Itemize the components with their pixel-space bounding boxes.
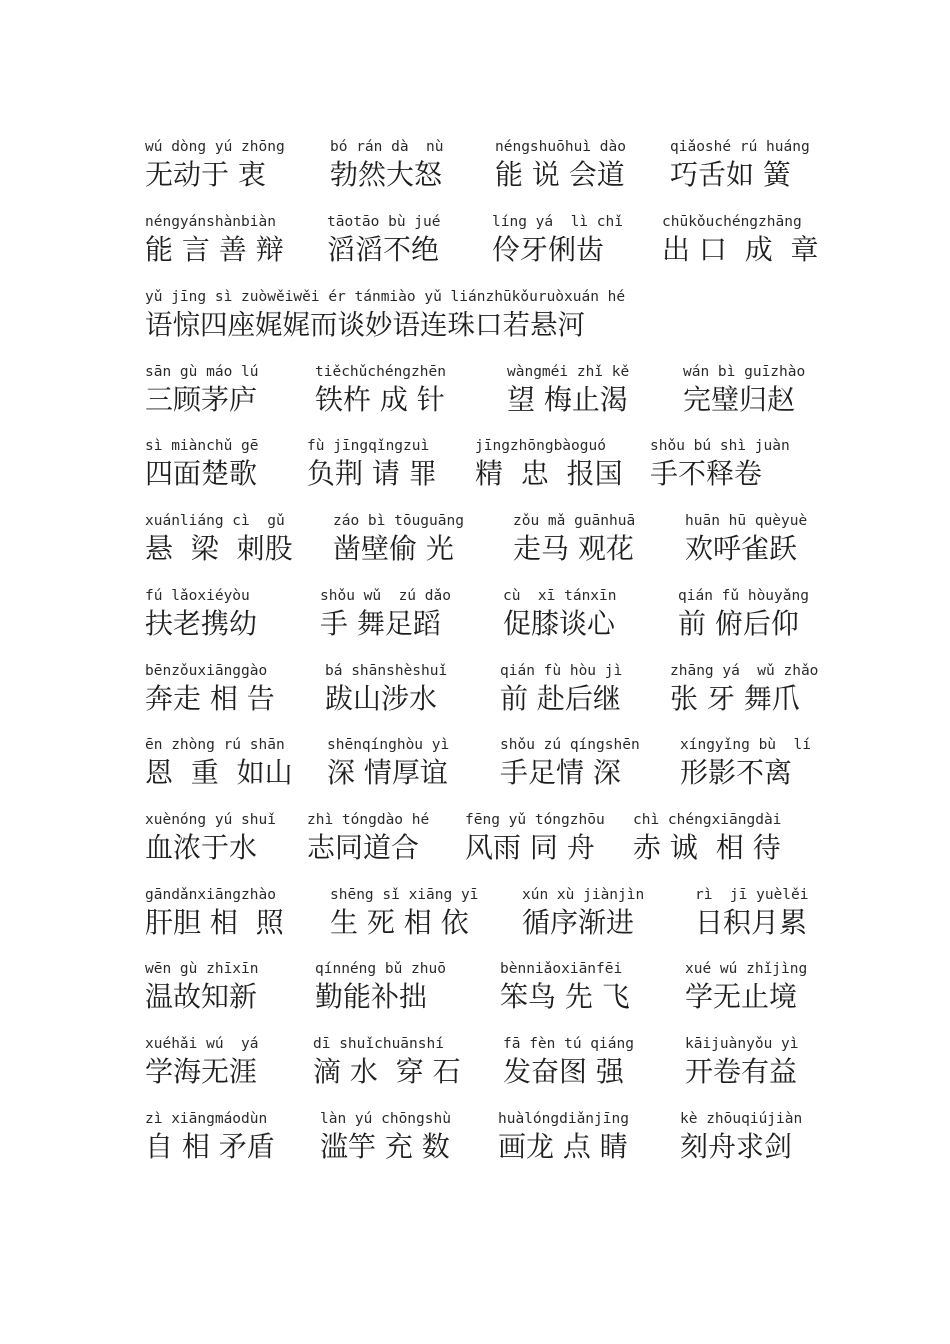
- idiom-text: 促膝谈心: [503, 607, 616, 640]
- idiom-text: 望 梅止渴: [507, 383, 628, 416]
- idiom-entry: [465, 811, 605, 865]
- idiom-entry: [503, 1035, 634, 1089]
- pinyin-text: wēn gù zhīxīn: [145, 961, 259, 977]
- pinyin-text: huān hū quèyuè: [685, 513, 808, 529]
- pinyin-text: làn yú chōngshù: [320, 1111, 451, 1127]
- pinyin-text: xuánliáng cì gǔ: [145, 513, 285, 529]
- idiom-entry: [500, 662, 622, 716]
- pinyin-text: fēng yǔ tóngzhōu: [465, 812, 605, 828]
- idiom-text: 走马 观花: [513, 532, 634, 565]
- idiom-entry: [145, 886, 284, 940]
- idiom-row: [0, 363, 950, 423]
- idiom-text: 巧舌如 簧: [670, 158, 791, 191]
- idiom-entry: [500, 960, 630, 1014]
- idiom-entry: [325, 662, 447, 716]
- pinyin-text: fù jīngqǐngzuì: [307, 438, 430, 454]
- pinyin-text: shǒu wǔ zú dǎo: [320, 588, 451, 604]
- pinyin-text: fā fèn tú qiáng: [503, 1036, 634, 1052]
- pinyin-text: wú dòng yú zhōng: [145, 139, 285, 155]
- idiom-text: 无动于 衷: [145, 158, 266, 191]
- idiom-text: 滥竽 充 数: [320, 1130, 450, 1163]
- idiom-text: 悬 梁 刺股: [145, 532, 293, 565]
- idiom-entry: [503, 587, 617, 641]
- idiom-entry: [145, 288, 625, 342]
- idiom-entry: [145, 437, 259, 491]
- idiom-entry: [495, 138, 626, 192]
- pinyin-text: qián fù hòu jì: [500, 663, 623, 679]
- pinyin-text: huàlóngdiǎnjīng: [498, 1111, 629, 1127]
- pinyin-text: sān gù máo lú: [145, 364, 259, 380]
- idiom-text: 跋山涉水: [325, 682, 438, 715]
- idiom-text: 形影不离: [680, 756, 793, 789]
- pinyin-text: bēnzǒuxiānggào: [145, 663, 268, 679]
- idiom-row: [0, 587, 950, 647]
- pinyin-text: néngyánshànbiàn: [145, 214, 276, 230]
- idiom-entry: [315, 363, 446, 417]
- idiom-text: 铁杵 成 针: [315, 383, 445, 416]
- pinyin-text: xué wú zhǐjìng: [685, 961, 808, 977]
- idiom-entry: [145, 512, 293, 566]
- idiom-text: 赤 诚 相 待: [633, 831, 781, 864]
- idiom-text: 血浓于水: [145, 831, 258, 864]
- idiom-text: 完璧归赵: [683, 383, 796, 416]
- idiom-entry: [145, 138, 285, 192]
- pinyin-text: fú lǎoxiéyòu: [145, 588, 250, 604]
- idiom-entry: [498, 1110, 629, 1164]
- idiom-text: 深 情厚谊: [327, 756, 448, 789]
- pinyin-text: cù xī tánxīn: [503, 588, 617, 604]
- pinyin-text: wàngméi zhǐ kě: [507, 364, 630, 380]
- idiom-entry: [522, 886, 644, 940]
- idiom-text: 循序渐进: [522, 906, 635, 939]
- idiom-entry: [145, 736, 293, 790]
- idiom-text: 出 口 成 章: [662, 233, 819, 266]
- idiom-text: 手 舞足蹈: [320, 607, 441, 640]
- pinyin-text: záo bì tōuguāng: [333, 513, 464, 529]
- idiom-entry: [145, 213, 284, 267]
- pinyin-text: ēn zhòng rú shān: [145, 737, 285, 753]
- pinyin-text: xuènóng yú shuǐ: [145, 812, 276, 828]
- pinyin-text: qínnéng bǔ zhuō: [315, 961, 446, 977]
- pinyin-text: kè zhōuqiújiàn: [680, 1111, 803, 1127]
- idiom-entry: [695, 886, 809, 940]
- pinyin-text: zhì tóngdào hé: [307, 812, 430, 828]
- pinyin-text: bó rán dà nù: [330, 139, 444, 155]
- idiom-entry: [307, 437, 437, 491]
- idiom-text: 张 牙 舞爪: [670, 682, 800, 715]
- idiom-entry: [670, 662, 818, 716]
- idiom-entry: [683, 363, 805, 417]
- idiom-text: 恩 重 如山: [145, 756, 293, 789]
- pinyin-text: xuéhǎi wú yá: [145, 1036, 259, 1052]
- idiom-text: 勃然大怒: [330, 158, 443, 191]
- pinyin-text: shǒu zú qíngshēn: [500, 737, 640, 753]
- idiom-text: 风雨 同 舟: [465, 831, 595, 864]
- idiom-entry: [678, 587, 809, 641]
- idiom-entry: [513, 512, 635, 566]
- idiom-row: [0, 288, 950, 348]
- idiom-text: 能 说 会道: [495, 158, 625, 191]
- idiom-text: 伶牙俐齿: [492, 233, 605, 266]
- idiom-entry: [650, 437, 790, 491]
- idiom-text: 语惊四座娓娓而谈妙语连珠口若悬河: [145, 309, 585, 341]
- pinyin-text: qián fǔ hòuyǎng: [678, 588, 809, 604]
- idiom-entry: [327, 213, 441, 267]
- idiom-entry: [320, 1110, 451, 1164]
- idiom-text: 学无止境: [685, 980, 798, 1013]
- pinyin-text: rì jī yuèlěi: [695, 887, 809, 903]
- idiom-entry: [500, 736, 640, 790]
- pinyin-text: tiěchǔchéngzhēn: [315, 364, 446, 380]
- idiom-text: 欢呼雀跃: [685, 532, 798, 565]
- idiom-entry: [320, 587, 451, 641]
- idiom-row: [0, 138, 950, 198]
- idiom-text: 笨鸟 先 飞: [500, 980, 630, 1013]
- idiom-entry: [685, 1035, 799, 1089]
- pinyin-text: shēnqínghòu yì: [327, 737, 450, 753]
- idiom-row: [0, 736, 950, 796]
- pinyin-text: jīngzhōngbàoguó: [475, 438, 606, 454]
- idiom-entry: [327, 736, 449, 790]
- idiom-text: 手足情 深: [500, 756, 621, 789]
- idiom-entry: [313, 1035, 461, 1089]
- idiom-text: 生 死 相 依: [330, 906, 469, 939]
- pinyin-text: zhāng yá wǔ zhǎo: [670, 663, 819, 679]
- idiom-entry: [685, 960, 807, 1014]
- pinyin-text: dī shuǐchuānshí: [313, 1036, 444, 1052]
- idiom-entry: [475, 437, 623, 491]
- idiom-entry: [145, 662, 275, 716]
- idiom-entry: [145, 587, 257, 641]
- idiom-text: 日积月累: [695, 906, 808, 939]
- idiom-text: 自 相 矛盾: [145, 1130, 275, 1163]
- pinyin-text: wán bì guīzhào: [683, 364, 806, 380]
- idiom-entry: [145, 811, 276, 865]
- idiom-row: [0, 437, 950, 497]
- idiom-row: [0, 662, 950, 722]
- idiom-text: 四面楚歌: [145, 457, 258, 490]
- idiom-text: 画龙 点 睛: [498, 1130, 628, 1163]
- idiom-entry: [333, 512, 464, 566]
- idiom-text: 滴 水 穿 石: [313, 1055, 461, 1088]
- idiom-text: 前 赴后继: [500, 682, 621, 715]
- idiom-row: [0, 213, 950, 273]
- pinyin-text: chì chéngxiāngdài: [633, 812, 782, 828]
- idiom-text: 发奋图 强: [503, 1055, 624, 1088]
- pinyin-text: zǒu mǎ guānhuā: [513, 513, 636, 529]
- idiom-entry: [685, 512, 807, 566]
- idiom-entry: [145, 1110, 275, 1164]
- idiom-text: 肝胆 相 照: [145, 906, 284, 939]
- idiom-text: 刻舟求剑: [680, 1130, 793, 1163]
- idiom-text: 开卷有益: [685, 1055, 798, 1088]
- idiom-row: [0, 1035, 950, 1095]
- pinyin-text: gāndǎnxiāngzhào: [145, 887, 276, 903]
- pinyin-text: bá shānshèshuǐ: [325, 663, 448, 679]
- idiom-text: 精 忠 报国: [475, 457, 623, 490]
- idiom-row: [0, 1110, 950, 1170]
- pinyin-text: sì miànchǔ gē: [145, 438, 259, 454]
- idiom-entry: [330, 138, 444, 192]
- idiom-entry: [307, 811, 429, 865]
- pinyin-text: bènniǎoxiānfēi: [500, 961, 623, 977]
- idiom-row: [0, 886, 950, 946]
- idiom-row: [0, 512, 950, 572]
- idiom-row: [0, 960, 950, 1020]
- pinyin-text: tāotāo bù jué: [327, 214, 441, 230]
- pinyin-text: líng yá lì chǐ: [492, 214, 623, 230]
- idiom-text: 扶老携幼: [145, 607, 258, 640]
- idiom-text: 志同道合: [307, 831, 420, 864]
- pinyin-text: shǒu bú shì juàn: [650, 438, 790, 454]
- idiom-text: 勤能补拙: [315, 980, 428, 1013]
- idiom-text: 三顾茅庐: [145, 383, 258, 416]
- pinyin-text: yǔ jīng sì zuòwěiwěi ér tánmiào yǔ liánzhūkǒuruòxuán hé: [145, 289, 626, 305]
- idiom-entry: [145, 363, 259, 417]
- idiom-entry: [330, 886, 478, 940]
- pinyin-text: shēng sǐ xiāng yī: [330, 887, 479, 903]
- idiom-text: 奔走 相 告: [145, 682, 275, 715]
- idiom-entry: [315, 960, 446, 1014]
- pinyin-text: chūkǒuchéngzhāng: [662, 214, 802, 230]
- idiom-row: [0, 811, 950, 871]
- idiom-text: 温故知新: [145, 980, 258, 1013]
- idiom-entry: [145, 960, 259, 1014]
- pinyin-text: qiǎoshé rú huáng: [670, 139, 810, 155]
- idiom-entry: [680, 736, 811, 790]
- pinyin-text: néngshuōhuì dào: [495, 139, 626, 155]
- idiom-entry: [633, 811, 781, 865]
- pinyin-text: xún xù jiànjìn: [522, 887, 645, 903]
- idiom-entry: [670, 138, 810, 192]
- idiom-text: 凿壁偷 光: [333, 532, 454, 565]
- idiom-entry: [680, 1110, 802, 1164]
- idiom-text: 学海无涯: [145, 1055, 258, 1088]
- pinyin-text: zì xiāngmáodùn: [145, 1111, 268, 1127]
- pinyin-text: kāijuànyǒu yì: [685, 1036, 799, 1052]
- idiom-text: 负荆 请 罪: [307, 457, 437, 490]
- pinyin-text: xíngyǐng bù lí: [680, 737, 811, 753]
- idiom-entry: [662, 213, 819, 267]
- idiom-entry: [145, 1035, 259, 1089]
- idiom-text: 能 言 善 辩: [145, 233, 284, 266]
- idiom-text: 前 俯后仰: [678, 607, 799, 640]
- idiom-entry: [507, 363, 629, 417]
- idiom-text: 手不释卷: [650, 457, 763, 490]
- idiom-text: 滔滔不绝: [327, 233, 440, 266]
- idiom-entry: [492, 213, 623, 267]
